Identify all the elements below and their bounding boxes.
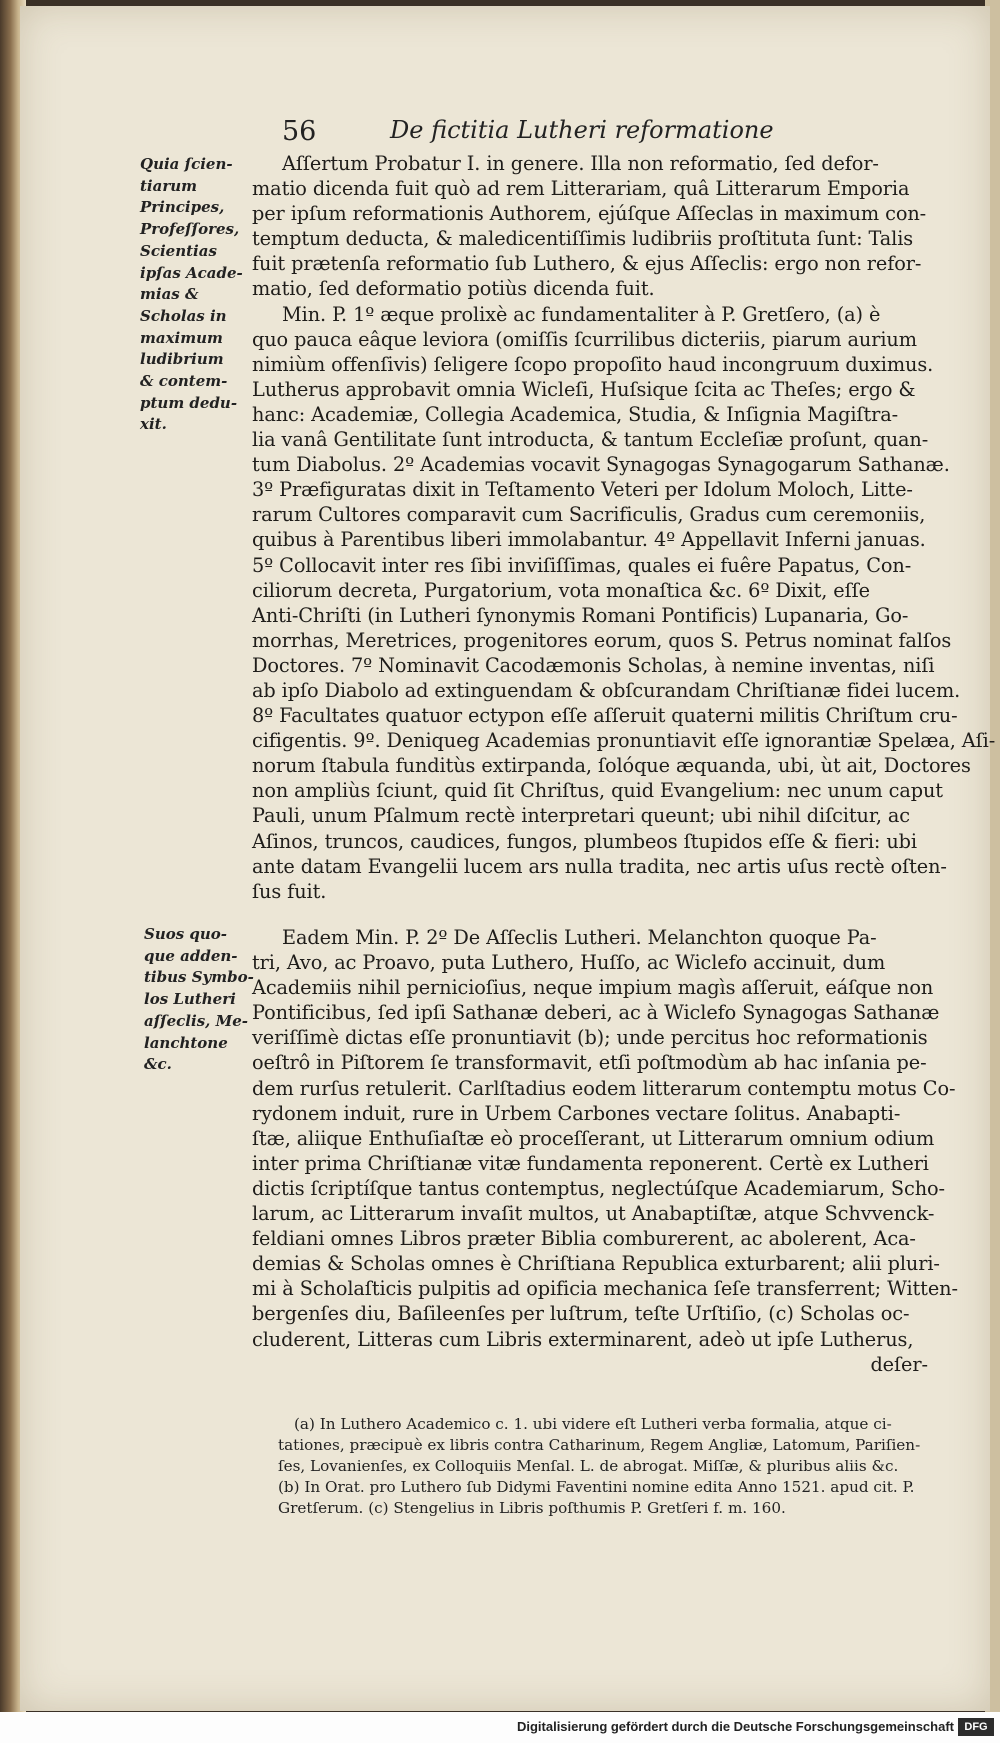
- margin-note-line: Scholas in: [140, 306, 227, 325]
- text-line: veriſſimè dictas eſſe pronuntiavit (b); unde percitus hoc reformationis: [252, 1026, 928, 1050]
- text-line: 5º Collocavit inter res ſibi inviſiſſimas, quales ei fuêre Papatus, Con-: [252, 553, 912, 577]
- text-line: Academiis nihil pernicioſius, neque impium magìs aſſeruit, eáſque non: [252, 976, 934, 1000]
- page-number: 56: [282, 116, 317, 147]
- footnote-line: (b) In Orat. pro Luthero ſub Didymi Faventini nomine edita Anno 1521. apud cit. P.: [278, 1478, 915, 1496]
- text-line: oeſtrô in Piſtorem ſe transformavit, etſi poſtmodùm ab hac inſania pe-: [252, 1051, 927, 1075]
- text-line: 8º Facultates quatuor ectypon eſſe aſſeruit quaterni militis Chriſtum cru-: [252, 704, 958, 728]
- text-line: ab ipſo Diabolo ad extinguendam & obſcurandam Chriſtianæ fidei lucem.: [252, 678, 961, 702]
- digitization-footer: [0, 1712, 1000, 1743]
- margin-note-line: xit.: [140, 415, 167, 434]
- text-line: morrhas, Meretrices, progenitores eorum, quos S. Petrus nominat falſos: [252, 628, 952, 652]
- text-line: rarum Cultores comparavit cum Sacrificulis, Gradus cum ceremoniis,: [252, 503, 926, 527]
- text-line: quibus à Parentibus liberi immolabantur. 4º Appellavit Inferni januas.: [252, 528, 926, 552]
- footnote-line: ſes, Lovanienſes, ex Colloquiis Menſal. L. de abrogat. Miſſæ, & pluribus aliis &c.: [278, 1457, 899, 1475]
- margin-note-line: maximum: [140, 328, 223, 347]
- text-line: temptum deducta, & maledicentiſſimis ludibriis proſtituta ſunt: Talis: [252, 227, 914, 251]
- text-line: feldiani omnes Libros præter Biblia comburerent, ac abolerent, Aca-: [252, 1227, 916, 1251]
- margin-note-line: tiarum: [140, 176, 198, 195]
- text-line: Doctores. 7º Nominavit Cacodæmonis Scholas, à nemine inventas, niſi: [252, 653, 935, 677]
- margin-note-line: Suos quo-: [144, 925, 228, 943]
- text-line: quo pauca eâque leviora (omiſſis ſcurrilibus dicteriis, piarum aurium: [252, 327, 917, 351]
- text-line: matio dicenda fuit quò ad rem Litterariam, quâ Litterarum Emporia: [252, 177, 910, 201]
- text-line: tri, Avo, ac Proavo, puta Luthero, Huſſo, ac Wiclefo accinuit, dum: [252, 951, 886, 975]
- margin-note-line: lanchtone: [144, 1033, 228, 1052]
- margin-note-line: Quia ſcien-: [140, 155, 233, 173]
- text-line: mi à Scholaſticis pulpitis ad opificia mechanica ſeſe transferrent; Witten-: [252, 1277, 958, 1301]
- text-line: 3º Præfiguratas dixit in Teſtamento Veteri per Idolum Moloch, Litte-: [252, 478, 913, 502]
- footnote-line: (a) In Luthero Academico c. 1. ubi videre eſt Lutheri verba formalia, atque ci-: [294, 1415, 892, 1433]
- text-line: Anti-Chriſti (in Lutheri ſynonymis Romani Pontificis) Lupanaria, Go-: [252, 603, 909, 627]
- text-line: Aſſertum Probatur I. in genere. Illa non reformatio, ſed defor-: [282, 152, 879, 175]
- text-line: nimiùm offenſivis) ſeligere ſcopo propoſito haud incongruum duximus.: [252, 352, 934, 376]
- page-header: [282, 116, 792, 156]
- margin-note-line: ipſas Acade-: [140, 263, 243, 282]
- text-line: Min. P. 1º æque prolixè ac fundamentaliter à P. Gretſero, (a) è: [282, 302, 881, 326]
- margin-note-line: aſſeclis, Me-: [144, 1011, 248, 1030]
- text-line: cluderent, Litteras cum Libris exterminarent, adeò ut ipſe Lutherus,: [252, 1327, 914, 1351]
- text-line: norum ſtabula funditùs extirpanda, ſolóque æquanda, ubi, ùt ait, Doctores: [252, 754, 971, 778]
- margin-note-line: ludibrium: [140, 350, 224, 369]
- dfg-logo-icon: DFG: [958, 1718, 994, 1736]
- text-line: cifigentis. 9º. Deniqueg Academias pronuntiavit eſſe ignorantiæ Spelæa, Aſi-: [252, 729, 996, 753]
- text-line: dem rurſus retulerit. Carlſtadius eodem litterarum contemptu motus Co-: [252, 1076, 956, 1100]
- margin-note-line: que adden-: [144, 946, 238, 965]
- text-line: Aſinos, truncos, caudices, fungos, plumbeos ſtupidos eſſe & fieri: ubi: [252, 829, 917, 853]
- paragraph-2: [252, 925, 958, 1377]
- margin-note-line: ptum dedu-: [140, 393, 238, 412]
- margin-note-line: Scientias: [140, 241, 217, 260]
- text-line: tum Diabolus. 2º Academias vocavit Synagogas Synagogarum Sathanæ.: [252, 453, 950, 477]
- text-line: inter prima Chriſtianæ vitæ fundamenta reponerent. Certè ex Lutheri: [252, 1151, 929, 1175]
- text-line: hanc: Academiæ, Collegia Academica, Studia, & Inſignia Magiſtra-: [252, 402, 899, 426]
- margin-note-line: Principes,: [140, 198, 225, 217]
- paragraph-1: [252, 151, 995, 904]
- text-line: Pontificibus, ſed ipſi Sathanæ deberi, ac à Wiclefo Synagogas Sathanæ: [252, 1001, 940, 1025]
- text-line: larum, ac Litterarum invaſit multos, ut Anabaptiſtæ, atque Schvvenck-: [252, 1202, 935, 1226]
- text-line: per ipſum reformationis Authorem, ejúſque Aſſeclas in maximum con-: [252, 202, 927, 226]
- text-line: non ampliùs ſciunt, quid ſit Chriſtus, quid Evangelium: nec unum caput: [252, 779, 943, 803]
- margin-note-1: [140, 154, 242, 436]
- running-title: De fictitia Lutheri reformatione: [390, 116, 774, 144]
- text-line: rydonem induit, rure in Urbem Carbones vectare ſolitus. Anabapti-: [252, 1101, 901, 1125]
- text-line: bergenſes diu, Baſileenſes per luſtrum, teſte Urſtiſio, (c) Scholas oc-: [252, 1302, 910, 1326]
- text-line: ante datam Evangelii lucem ars nulla tradita, nec artis uſus rectè oſten-: [252, 854, 947, 878]
- text-line: matio, ſed deformatio potiùs dicenda fuit.: [252, 277, 655, 301]
- text-line: ſtæ, aliique Enthuſiaſtæ eò proceſſerant, ut Litterarum omnium odium: [252, 1126, 935, 1150]
- footnote-line: Gretſerum. (c) Stengelius in Libris poſthumis P. Gretſeri f. m. 160.: [278, 1499, 786, 1517]
- book-page: [20, 6, 996, 1711]
- text-line: Eadem Min. P. 2º De Aſſeclis Lutheri. Melanchton quoque Pa-: [282, 926, 877, 949]
- text-line: demias & Scholas omnes è Chriſtiana Republica exturbarent; alii pluri-: [252, 1252, 940, 1276]
- text-line: ciliorum decreta, Purgatorium, vota monaſtica &c. 6º Dixit, eſſe: [252, 578, 870, 602]
- text-line: ſus fuit.: [252, 879, 327, 903]
- footnote-line: tationes, præcipuè ex libris contra Catharinum, Regem Angliæ, Latomum, Pariſien-: [278, 1436, 921, 1454]
- text-line: dictis ſcriptíſque tantus contemptus, neglectúſque Academiarum, Scho-: [252, 1176, 945, 1200]
- margin-note-line: &c.: [144, 1055, 172, 1074]
- text-line: Lutherus approbavit omnia Wicleſi, Huſsique ſcita ac Theſes; ergo &: [252, 377, 916, 401]
- catchword: deſer-: [870, 1352, 928, 1376]
- text-line: lia vanâ Gentilitate ſunt introducta, & tantum Eccleſiæ proſunt, quan-: [252, 428, 929, 452]
- margin-note-line: Profeſſores,: [140, 220, 240, 239]
- margin-note-line: & contem-: [140, 372, 228, 391]
- text-line: Pauli, unum Pſalmum rectè interpretari queunt; ubi nihil diſcitur, ac: [252, 804, 910, 828]
- text-line: fuit prætenſa reformatio ſub Luthero, & ejus Aſſeclis: ergo non refor-: [252, 252, 922, 276]
- margin-note-line: los Lutheri: [144, 990, 236, 1009]
- funding-notice: Digitalisierung gefördert durch die Deutsche Forschungsgemeinschaft: [516, 1719, 954, 1734]
- footnotes: [278, 1414, 958, 1519]
- margin-note-line: tibus Symbo-: [144, 968, 254, 987]
- margin-note-line: mias &: [140, 285, 199, 304]
- margin-note-2: [144, 924, 254, 1076]
